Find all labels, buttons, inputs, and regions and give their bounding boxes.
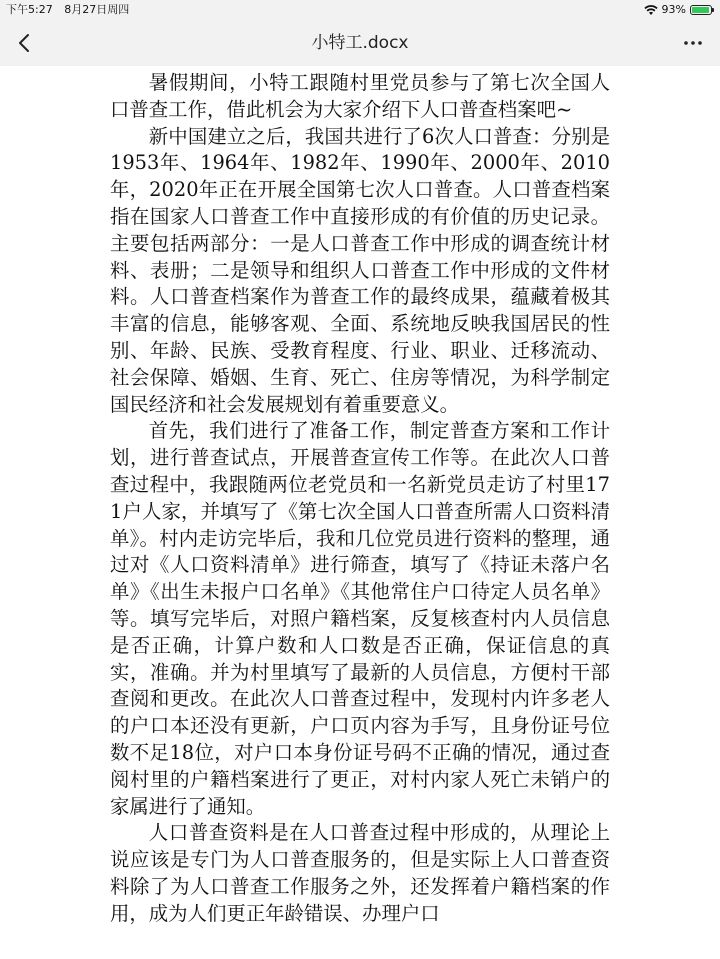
document-body xyxy=(110,70,610,928)
status-time: 下午5:27 xyxy=(6,3,53,16)
battery-icon xyxy=(690,5,712,15)
status-left xyxy=(6,0,137,20)
battery-percent: 93% xyxy=(661,3,686,16)
status-right xyxy=(644,0,712,20)
document-paragraph: 暑假期间，小特工跟随村里党员参与了第七次全国人口普查工作，借此机会为大家介绍下人口普查档案吧~ xyxy=(110,71,610,121)
document-paragraph: 新中国建立之后，我国共进行了6次人口普查：分别是1953年、1964年、1982年、1990年、2000年、2010年，2020年正在开展全国第七次人口普查。人口普查档案指在国家人口普查工作中直接形成的有价值的历史记录。主要包括两部分：一是人口普查工作中形成的调查统计材料、表册；二是领导和组织人口普查工作中形成的文件材料。人口普查档案作为普查工作的最终成果，蕴藏着极其丰富的信息，能够客观、全面、系统地反映我国居民的性别、年龄、民族、受教育程度、行业、职业、迁移流动、社会保障、婚姻、生育、死亡、住房等情况，为科学制定国民经济和社会发展规划有着重要意义。 xyxy=(110,124,610,416)
nav-bar xyxy=(0,20,720,66)
more-ellipsis-icon xyxy=(678,28,708,58)
document-title: 小特工.docx xyxy=(311,33,409,53)
status-bar xyxy=(0,0,720,20)
more-button[interactable] xyxy=(678,28,708,58)
battery-tip xyxy=(712,8,714,12)
battery-fill xyxy=(692,7,709,13)
wifi-icon xyxy=(644,4,658,16)
document-paragraph: 人口普查资料是在人口普查过程中形成的，从理论上说应该是专门为人口普查服务的，但是实际上人口普查资料除了为人口普查工作服务之外，还发挥着户籍档案的作用，成为人们更正年龄错误、办理户口 xyxy=(110,821,610,925)
document-paragraph: 首先，我们进行了准备工作，制定普查方案和工作计划，进行普查试点，开展普查宣传工作等。在此次人口普查过程中，我跟随两位老党员和一名新党员走访了村里171户人家，并填写了《第七次全国人口普查所需人口资料清单》。村内走访完毕后，我和几位党员进行资料的整理，通过对《人口资料清单》进行筛查，填写了《持证未落户名单》《出生未报户口名单》《其他常住户口待定人员名单》等。填写完毕后，对照户籍档案，反复核查村内人员信息是否正确，计算户数和人口数是否正确，保证信息的真实，准确。并为村里填写了最新的人员信息，方便村干部查阅和更改。在此次人口普查过程中，发现村内许多老人的户口本还没有更新，户口页内容为手写，且身份证号位数不足18位，对户口本身份证号码不正确的情况，通过查阅村里的户籍档案进行了更正，对村内家人死亡未销户的家属进行了通知。 xyxy=(110,419,610,818)
status-date: 8月27日周四 xyxy=(64,3,130,16)
